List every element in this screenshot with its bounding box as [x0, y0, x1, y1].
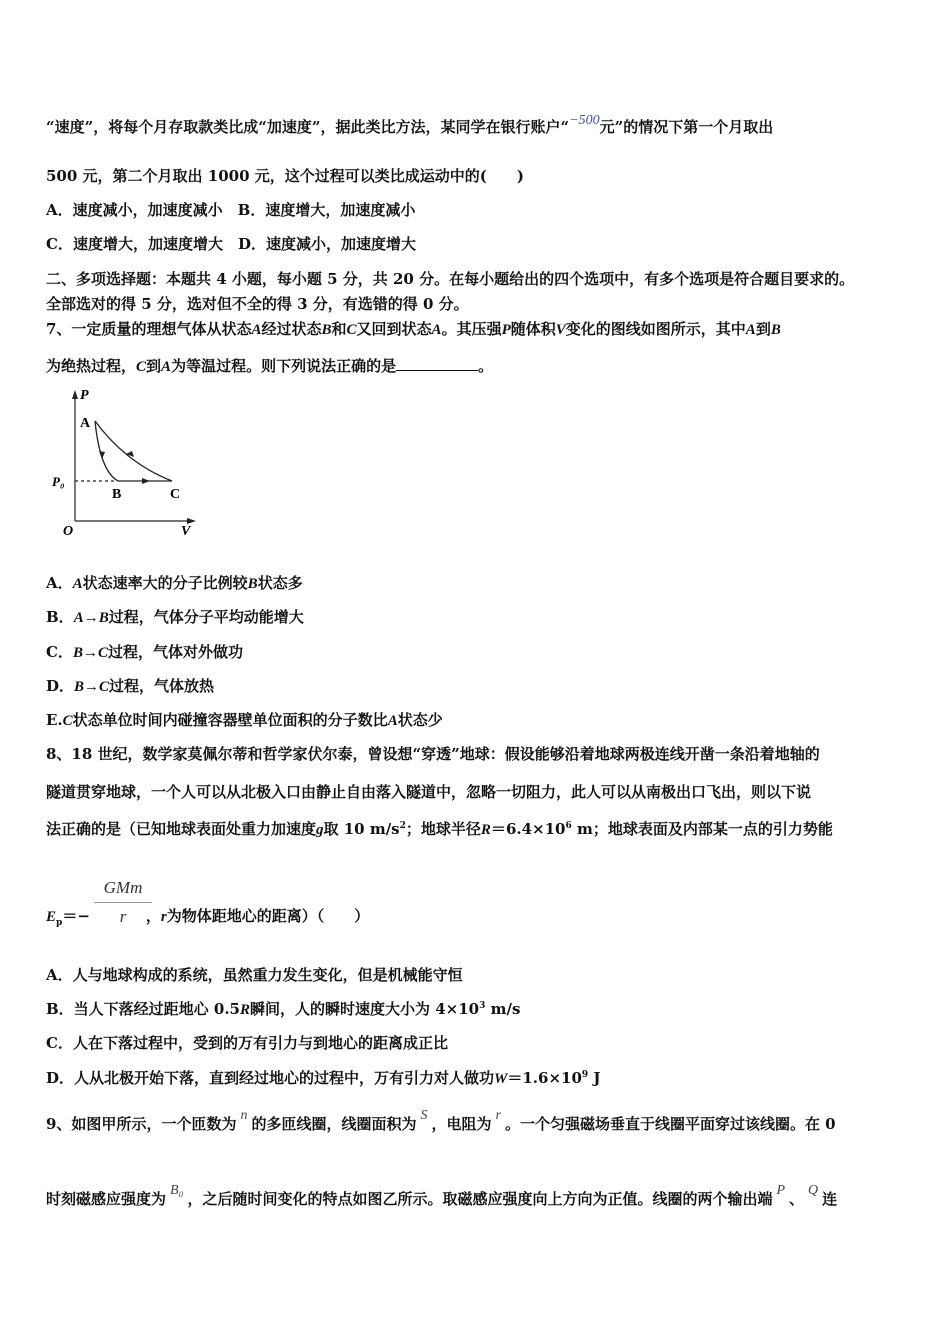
- axis-p-label: P: [80, 388, 89, 403]
- q7-stem-line-1: 7、一定质量的理想气体从状态A经过状态B和C又回到状态A。其压强P随体积V变化的图线如图所示，其中A到B: [46, 320, 781, 338]
- pv-diagram: [46, 385, 206, 540]
- q8-formula-line: $E_p=-$ ，r为物体距地心的距离）（ ）: [46, 907, 370, 928]
- point-a-label: A: [80, 416, 91, 431]
- arrow-b-to-c: [142, 478, 150, 484]
- q7-option-b: B．A→B过程，气体分子平均动能增大: [46, 608, 304, 626]
- section2-header: 二、多项选择题：本题共 4 小题，每小题 5 分，共 20 分。在每小题给出的四个选项中，有多个选项是符合题目要求的。: [46, 270, 855, 288]
- axis-v-label: V: [181, 524, 191, 539]
- q9-stem-line-1: 9、如图甲所示，一个匝数为 n 的多匝线圈，线圈面积为 S ，电阻为 r 。一个匀强磁场垂直于线圈平面穿过该线圈。在 0: [46, 1108, 836, 1133]
- p-axis-arrow: [72, 390, 78, 399]
- q8-option-c: C．人在下落过程中，受到的万有引力与到地心的距离成正比: [46, 1034, 448, 1052]
- q6-line-2: 500 元，第二个月取出 1000 元，这个过程可以类比成运动中的( ): [46, 167, 524, 185]
- handwritten-amount: −500: [569, 113, 600, 128]
- section2-scoring: 全部选对的得 5 分，选对但不全的得 3 分，有选错的得 0 分。: [46, 295, 469, 313]
- q8-stem-line-3: 法正确的是（已知地球表面处重力加速度g取 10 $m/s^2$；地球半径$R=6.4\times 10^6$ m；地球表面及内部某一点的引力势能: [46, 820, 833, 838]
- q6-options-ab: A．速度减小，加速度减小 B．速度增大，加速度减小: [46, 201, 416, 219]
- q6-line-1: “速度”，将每个月存取款类比成“加速度”，据此类比方法，某同学在银行账户“−500元”的情况下第一个月取出: [46, 113, 774, 136]
- q9-stem-line-2: 时刻磁感应强度为 B₀ ，之后随时间变化的特点如图乙所示。取磁感应强度向上方向为正值。线圈的两个输出端 P 、 Q 连: [46, 1183, 838, 1208]
- point-b-label: B: [112, 487, 122, 502]
- answer-blank: [396, 357, 478, 371]
- q8-option-a: A．人与地球构成的系统，虽然重力发生变化，但是机械能守恒: [46, 966, 463, 984]
- q8-stem-line-2: 隧道贯穿地球，一个人可以从北极入口由静止自由落入隧道中，忽略一切阻力，此人可以从南极出口飞出，则以下说: [46, 783, 812, 801]
- origin-label: O: [63, 524, 74, 539]
- q7-stem-line-2: 为绝热过程，C到A为等温过程。则下列说法正确的是 。: [46, 357, 494, 375]
- p0-label: P₀: [52, 474, 65, 489]
- curve-c-to-a: [95, 421, 172, 481]
- q7-option-d: D．B→C过程，气体放热: [46, 677, 215, 695]
- q7-option-c: C．B→C过程，气体对外做功: [46, 643, 243, 661]
- q8-option-d: D．人从北极开始下落，直到经过地心的过程中，万有引力对人做功$W=1.6\times 10^9$ J: [46, 1069, 601, 1087]
- fraction-denominator: r: [119, 907, 127, 926]
- q6-options-cd: C．速度增大，加速度增大 D．速度减小，加速度增大: [46, 235, 416, 253]
- curve-a-to-b: [95, 421, 118, 481]
- q8-option-b: B．当人下落经过距地心 0.5R瞬间，人的瞬时速度大小为 $4\times 10^3$ m/s: [46, 1000, 521, 1018]
- q7-option-e: E.C状态单位时间内碰撞容器壁单位面积的分子数比A状态少: [46, 711, 443, 729]
- point-c-label: C: [170, 487, 181, 502]
- q8-stem-line-1: 8、18 世纪，数学家莫佩尔蒂和哲学家伏尔泰，曾设想“穿透”地球：假设能够沿着地球两极连线开凿一条沿着地轴的: [46, 745, 820, 763]
- arrow-c-to-a: [126, 451, 134, 457]
- arrow-a-to-b: [99, 451, 105, 459]
- q7-option-a: A．A状态速率大的分子比例较B状态多: [46, 574, 303, 592]
- fraction-numerator: GMm: [94, 878, 152, 903]
